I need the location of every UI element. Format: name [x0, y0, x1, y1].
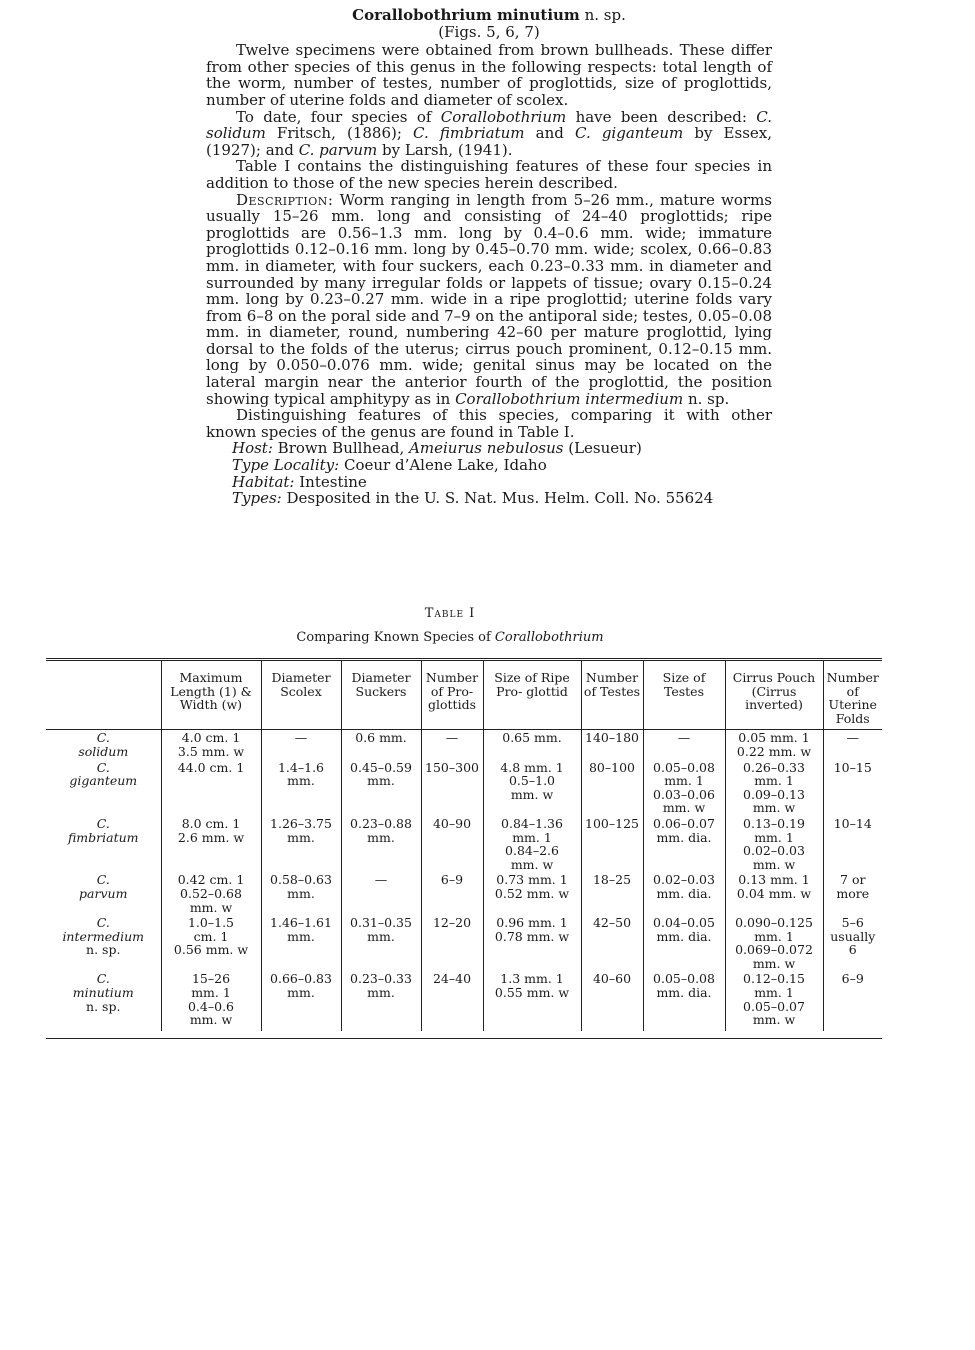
table-cell-suckers: [341, 760, 421, 816]
p2-text-c: Fritsch, (1886);: [265, 124, 414, 143]
paragraph-species-history: [206, 109, 772, 159]
table-cell-folds: [823, 915, 882, 971]
cell-value-line: mm. w: [752, 955, 796, 971]
cell-value-line: 0.06–0.07: [653, 815, 715, 831]
table-cell-cirrus: [725, 872, 823, 915]
paragraph-distinguishing: Distinguishing features of this species, comparing it with other known species of the genus are found in Table I.: [206, 406, 772, 441]
table-cell-length: [161, 915, 261, 971]
host-label: Host:: [232, 439, 273, 458]
table-cell-proglottids: [421, 872, 483, 915]
cell-value-line: 0.069–0.072: [735, 942, 813, 958]
table-cell-cirrus: [725, 816, 823, 872]
cell-value-line: 7 or: [840, 872, 866, 888]
table-cell-testes-n: [581, 760, 643, 816]
cell-value-line: mm. 1: [191, 985, 231, 1001]
description-text: Worm ranging in length from 5–26 mm., mature worms usually 15–26 mm. long and consisting of 24–40 proglottids; ripe proglottids are 0.56–1.3 mm. long by 0.4–0.6 mm. wide; immature proglottids 0.12–0.16 mm. long by 0.45–0.70 mm. wide; scolex, 0.66–0.83 mm. in diameter, with four suckers, each 0.23–0.33 mm. in diameter and surrounded by many irregular folds or lappets of tissue; ovary 0.15–0.24 mm. long by 0.23–0.27 mm. wide in a ripe proglottid; uterine folds vary from 6–8 on the poral side and 7–9 on the antiporal side; testes, 0.05–0.08 mm. in diameter, round, numbering 42–60 per mature proglottid, lying dorsal to the folds of the uterus; cirrus pouch prominent, 0.12–0.15 mm. long by 0.050–0.076 mm. wide; genital sinus may be located on the lateral margin near the anterior fourth of the proglottid, the position showing typical amphitypy as in: [206, 190, 772, 408]
species-cell: [46, 915, 161, 971]
paragraph-intro: Twelve specimens were obtained from brown bullheads. These differ from other species of this genus in the following respects: total length of the worm, number of testes, number of proglottids, size of proglottids, number of uterine folds and diameter of scolex.: [206, 41, 772, 109]
cell-value-line: —: [445, 730, 459, 746]
column-header: Number of Pro- glottids: [421, 660, 483, 730]
cell-value-line: 15–26: [191, 971, 231, 987]
cell-value-line: —: [677, 730, 691, 746]
cell-value-line: 0.4–0.6: [187, 998, 234, 1014]
table-bottom-rule: [46, 1038, 882, 1039]
table-cell-proglottids: [421, 730, 483, 760]
table-row: [46, 971, 882, 1030]
cell-value-line: 12–20: [432, 915, 472, 931]
habitat-line: [232, 474, 772, 491]
cell-value-line: mm.: [287, 773, 315, 789]
cell-value-line: 0.56 mm. w: [173, 942, 249, 958]
table-cell-testes-size: [643, 971, 725, 1030]
habitat-value: Intestine: [294, 472, 367, 491]
cell-value-line: mm.: [287, 928, 315, 944]
description-species: Corallobothrium intermedium: [455, 389, 684, 408]
cell-value-line: 0.52–0.68: [180, 885, 242, 901]
species-name-line: C.: [96, 730, 110, 746]
cell-value-line: mm. dia.: [656, 829, 712, 845]
table-cell-testes-n: [581, 915, 643, 971]
cell-value-line: mm. 1: [512, 829, 552, 845]
cell-value-line: mm. 1: [754, 928, 794, 944]
table-cell-testes-n: [581, 971, 643, 1030]
table-row: [46, 915, 882, 971]
p2-text-e: by Essex, (1927); and: [206, 124, 773, 159]
species-name-line: solidum: [78, 743, 129, 759]
cell-value-line: 24–40: [432, 971, 472, 987]
table-row: [46, 760, 882, 816]
cell-value-line: 0.13 mm. 1: [738, 872, 810, 888]
cell-value-line: 10–15: [833, 759, 872, 775]
cell-value-line: mm.: [367, 773, 395, 789]
table-cell-cirrus: [725, 760, 823, 816]
cell-value-line: 0.12–0.15: [743, 971, 805, 987]
cell-value-line: mm.: [367, 985, 395, 1001]
column-header: Diameter Scolex: [261, 660, 341, 730]
cell-value-line: mm. w: [752, 1012, 796, 1028]
p2-species-3: C. giganteum: [575, 124, 684, 143]
cell-value-line: 0.66–0.83: [270, 971, 332, 987]
table-header-row: [46, 660, 882, 730]
cell-value-line: mm. w: [189, 899, 233, 915]
cell-value-line: 0.55 mm. w: [494, 985, 570, 1001]
cell-value-line: 40–60: [592, 971, 632, 987]
cell-value-line: 1.46–1.61: [270, 915, 332, 931]
cell-value-line: 0.6 mm.: [355, 730, 407, 746]
species-title-name: Corallobothrium minutium: [352, 6, 580, 24]
table-cell-suckers: [341, 816, 421, 872]
species-name-line: giganteum: [69, 773, 138, 789]
cell-value-line: mm. w: [510, 786, 554, 802]
table-cell-testes-n: [581, 730, 643, 760]
table-cell-suckers: [341, 971, 421, 1030]
table-cell-proglottids: [421, 971, 483, 1030]
cell-value-line: 0.26–0.33: [743, 759, 805, 775]
cell-value-line: 0.45–0.59: [350, 759, 412, 775]
column-header: [46, 660, 161, 730]
column-header: Maximum Length (1) & Width (w): [161, 660, 261, 730]
p2-text-b: have been described:: [566, 107, 757, 126]
cell-value-line: 5–6: [841, 915, 864, 931]
p2-species-4: C. parvum: [298, 140, 378, 159]
paragraph-table-reference: Table I contains the distinguishing features of these four species in addition to those of the new species herein described.: [206, 157, 772, 192]
cell-value-line: 0.05–0.08: [653, 759, 715, 775]
cell-value-line: cm. 1: [193, 928, 229, 944]
cell-value-line: 0.05 mm. 1: [738, 730, 810, 746]
cell-value-line: 0.73 mm. 1: [496, 872, 568, 888]
table-label: Table I: [424, 606, 476, 621]
cell-value-line: —: [294, 730, 308, 746]
table-cell-ripe: [483, 816, 581, 872]
p2-genus: Corallobothrium: [440, 107, 567, 126]
table-cell-folds: [823, 760, 882, 816]
table-cell-folds: [823, 816, 882, 872]
species-cell: [46, 760, 161, 816]
species-title-suffix: n. sp.: [584, 6, 626, 24]
cell-value-line: 0.5–1.0: [508, 773, 555, 789]
cell-value-line: mm. 1: [754, 773, 794, 789]
table-cell-ripe: [483, 971, 581, 1030]
cell-value-line: 0.05–0.07: [743, 998, 805, 1014]
species-title: [206, 7, 772, 24]
cell-value-line: 0.23–0.33: [350, 971, 412, 987]
cell-value-line: 0.52 mm. w: [494, 885, 570, 901]
species-name-line: C.: [96, 759, 110, 775]
p2-text-d: and: [524, 124, 575, 143]
p2-species-1: C. solidum: [206, 107, 772, 143]
cell-value-line: 0.65 mm.: [502, 730, 562, 746]
table-cell-length: [161, 872, 261, 915]
column-header: Number of Uterine Folds: [823, 660, 882, 730]
figure-reference: (Figs. 5, 6, 7): [438, 22, 540, 41]
cell-value-line: 80–100: [588, 759, 635, 775]
table-cell-testes-size: [643, 730, 725, 760]
p2-text-a: To date, four species of: [236, 107, 441, 126]
cell-value-line: mm. dia.: [656, 885, 712, 901]
cell-value-line: mm. w: [752, 856, 796, 872]
table-cell-testes-size: [643, 872, 725, 915]
cell-value-line: 2.6 mm. w: [177, 829, 245, 845]
cell-value-line: 0.09–0.13: [743, 786, 805, 802]
species-cell: [46, 730, 161, 760]
cell-value-line: 1.26–3.75: [270, 815, 332, 831]
cell-value-line: 100–125: [585, 815, 639, 831]
cell-value-line: mm.: [367, 829, 395, 845]
table-cell-testes-n: [581, 816, 643, 872]
description-end: n. sp.: [683, 389, 730, 408]
table-caption: [0, 630, 900, 645]
table-cell-testes-size: [643, 760, 725, 816]
column-header: Cirrus Pouch (Cirrus inverted): [725, 660, 823, 730]
table-cell-proglottids: [421, 760, 483, 816]
p2-species-2: C. fimbriatum: [413, 124, 525, 143]
cell-value-line: mm.: [287, 829, 315, 845]
table-cell-length: [161, 760, 261, 816]
table-row: [46, 872, 882, 915]
cell-value-line: 0.84–2.6: [505, 843, 559, 859]
locality-value: Coeur d’Alene Lake, Idaho: [339, 456, 547, 475]
species-name-line: parvum: [79, 885, 128, 901]
table-cell-ripe: [483, 872, 581, 915]
cell-value-line: 0.03–0.06: [653, 786, 715, 802]
cell-value-line: 150–300: [425, 759, 479, 775]
types-line: [232, 490, 772, 507]
table-cell-ripe: [483, 915, 581, 971]
cell-value-line: mm.: [367, 928, 395, 944]
article-body: [206, 7, 772, 507]
cell-value-line: 140–180: [585, 730, 639, 746]
table-cell-folds: [823, 971, 882, 1030]
table-cell-scolex: [261, 760, 341, 816]
species-cell: [46, 816, 161, 872]
column-header: Diameter Suckers: [341, 660, 421, 730]
cell-value-line: 0.04 mm. w: [736, 885, 812, 901]
table-cell-cirrus: [725, 730, 823, 760]
table-row: [46, 816, 882, 872]
table-cell-proglottids: [421, 915, 483, 971]
cell-value-line: 40–90: [432, 815, 472, 831]
cell-value-line: mm. dia.: [656, 985, 712, 1001]
table-cell-scolex: [261, 915, 341, 971]
species-name-line: minutium: [72, 985, 134, 1001]
table-body: [46, 730, 882, 1031]
cell-value-line: mm. w: [510, 856, 554, 872]
species-name-line: C.: [96, 971, 110, 987]
cell-value-line: 0.13–0.19: [743, 815, 805, 831]
cell-value-line: 0.31–0.35: [350, 915, 412, 931]
cell-value-line: 0.22 mm. w: [736, 743, 812, 759]
cell-value-line: 0.02–0.03: [653, 872, 715, 888]
table-cell-testes-n: [581, 872, 643, 915]
species-name-line: C.: [96, 815, 110, 831]
habitat-label: Habitat:: [232, 472, 295, 491]
locality-label: Type Locality:: [232, 456, 340, 475]
cell-value-line: 0.23–0.88: [350, 815, 412, 831]
cell-value-line: usually: [830, 928, 876, 944]
cell-value-line: 6: [848, 942, 857, 958]
paragraph-description: [206, 192, 772, 408]
new-species-marker: n. sp.: [86, 998, 121, 1014]
cell-value-line: mm.: [287, 885, 315, 901]
table-cell-ripe: [483, 760, 581, 816]
table-cell-cirrus: [725, 971, 823, 1030]
cell-value-line: 0.05–0.08: [653, 971, 715, 987]
cell-value-line: 8.0 cm. 1: [181, 815, 241, 831]
species-name-line: fimbriatum: [67, 829, 139, 845]
host-species: Ameiurus nebulosus: [409, 439, 564, 458]
column-header: Size of Testes: [643, 660, 725, 730]
table-cell-length: [161, 816, 261, 872]
cell-value-line: 6–9: [440, 872, 464, 888]
cell-value-line: 44.0 cm. 1: [177, 759, 245, 775]
species-name-line: C.: [96, 915, 110, 931]
cell-value-line: 6–9: [841, 971, 864, 987]
host-value: Brown Bullhead,: [272, 439, 410, 458]
cell-value-line: 0.58–0.63: [270, 872, 332, 888]
cell-value-line: 3.5 mm. w: [177, 743, 245, 759]
table-cell-scolex: [261, 730, 341, 760]
table-cell-scolex: [261, 872, 341, 915]
p2-text-f: by Larsh, (1941).: [377, 140, 513, 159]
cell-value-line: 42–50: [592, 915, 632, 931]
locality-line: [232, 457, 772, 474]
species-cell: [46, 872, 161, 915]
types-label: Types:: [232, 489, 282, 508]
cell-value-line: 10–14: [833, 815, 872, 831]
table-cell-ripe: [483, 730, 581, 760]
cell-value-line: more: [836, 885, 870, 901]
cell-value-line: mm. 1: [664, 773, 704, 789]
species-name-line: C.: [96, 872, 110, 888]
cell-value-line: 0.04–0.05: [653, 915, 715, 931]
cell-value-line: 0.090–0.125: [735, 915, 813, 931]
table-cell-proglottids: [421, 816, 483, 872]
species-cell: [46, 971, 161, 1030]
table-cell-testes-size: [643, 915, 725, 971]
table-caption-text: Comparing Known Species of: [296, 630, 495, 645]
new-species-marker: n. sp.: [86, 942, 121, 958]
table-cell-testes-size: [643, 816, 725, 872]
cell-value-line: 0.02–0.03: [743, 843, 805, 859]
cell-value-line: mm. w: [189, 1012, 233, 1028]
table-cell-length: [161, 971, 261, 1030]
column-header: Number of Testes: [581, 660, 643, 730]
cell-value-line: 1.3 mm. 1: [500, 971, 564, 987]
cell-value-line: 0.84–1.36: [501, 815, 563, 831]
host-author: (Lesueur): [563, 439, 642, 458]
host-line: [232, 440, 772, 457]
cell-value-line: 4.8 mm. 1: [500, 759, 564, 775]
table-cell-cirrus: [725, 915, 823, 971]
table-cell-length: [161, 730, 261, 760]
cell-value-line: mm. 1: [754, 829, 794, 845]
cell-value-line: mm.: [287, 985, 315, 1001]
cell-value-line: 0.42 cm. 1: [177, 872, 245, 888]
table-cell-folds: [823, 730, 882, 760]
cell-value-line: 1.4–1.6: [277, 759, 324, 775]
table-cell-suckers: [341, 872, 421, 915]
cell-value-line: mm. 1: [754, 985, 794, 1001]
table-row: [46, 730, 882, 760]
species-comparison-table: [46, 658, 882, 1031]
cell-value-line: mm. dia.: [656, 928, 712, 944]
table-cell-scolex: [261, 971, 341, 1030]
description-label: Description:: [236, 190, 334, 209]
table-cell-suckers: [341, 915, 421, 971]
cell-value-line: 18–25: [592, 872, 632, 888]
species-name-line: intermedium: [62, 928, 145, 944]
table-caption-genus: Corallobothrium: [494, 630, 604, 645]
types-value: Desposited in the U. S. Nat. Mus. Helm. Coll. No. 55624: [281, 489, 714, 508]
table-cell-scolex: [261, 816, 341, 872]
table-cell-folds: [823, 872, 882, 915]
cell-value-line: mm. w: [662, 800, 706, 816]
cell-value-line: 0.96 mm. 1: [496, 915, 568, 931]
cell-value-line: —: [374, 872, 388, 888]
table-cell-suckers: [341, 730, 421, 760]
column-header: Size of Ripe Pro- glottid: [483, 660, 581, 730]
cell-value-line: —: [846, 730, 859, 746]
cell-value-line: mm. w: [752, 800, 796, 816]
cell-value-line: 4.0 cm. 1: [181, 730, 241, 746]
cell-value-line: 0.78 mm. w: [494, 928, 570, 944]
cell-value-line: 1.0–1.5: [187, 915, 234, 931]
